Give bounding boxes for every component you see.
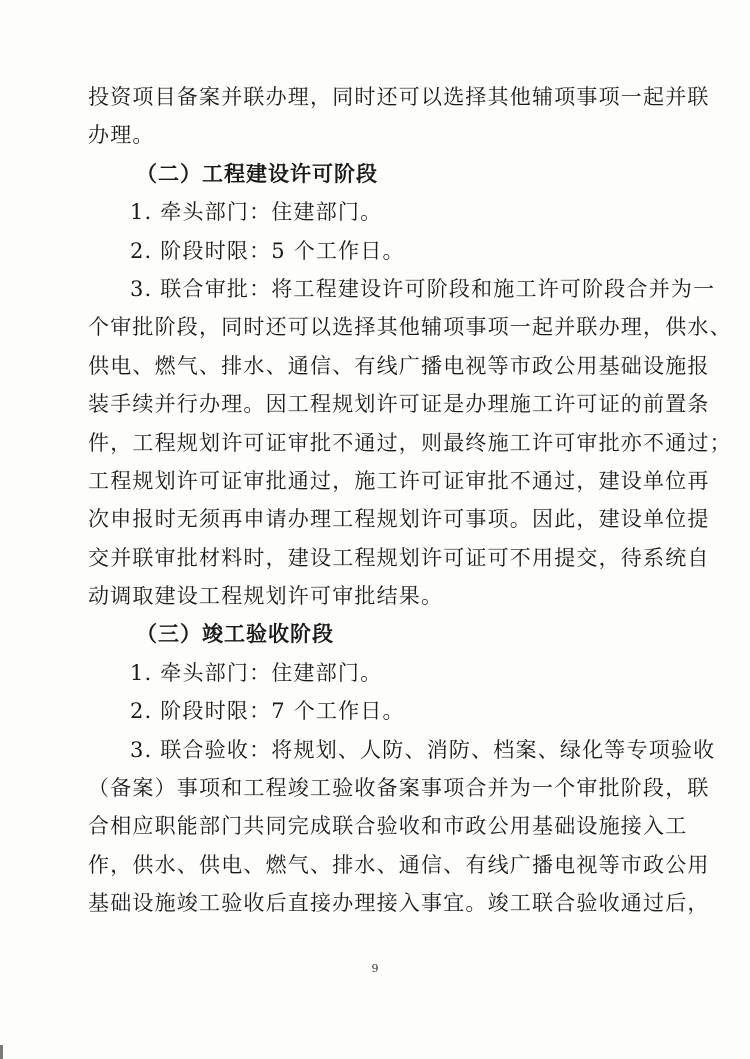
text-line: 办理。 [88,123,155,148]
page-number: 9 [371,962,379,975]
text-line: 3. 联合验收：将规划、人防、消防、档案、绿化等专项验收 [130,737,716,762]
text-line: 3. 联合审批：将工程建设许可阶段和施工许可阶段合并为一 [130,276,716,301]
section-heading-2: （二）工程建设许可阶段 [136,160,378,186]
text-line: 作，供水、供电、燃气、排水、通信、有线广播电视等市政公用 [88,852,710,877]
text-line: 供电、燃气、排水、通信、有线广播电视等市政公用基础设施报 [88,353,710,378]
text-line: 工程规划许可证审批通过，施工许可证审批不通过，建设单位再 [88,468,710,493]
text-line: （备案）事项和工程竣工验收备案事项合并为一个审批阶段，联 [88,776,710,801]
text-line: 次申报时无须再申请办理工程规划许可事项。因此，建设单位提 [88,507,710,532]
text-line: 1. 牵头部门：住建部门。 [130,200,383,225]
document-body [88,78,732,923]
text-line: 动调取建设工程规划许可审批结果。 [88,584,444,609]
text-line: 1. 牵头部门：住建部门。 [130,660,383,685]
text-line: 2. 阶段时限：5 个工作日。 [130,238,405,263]
text-line: 个审批阶段，同时还可以选择其他辅项事项一起并联办理，供水、 [88,315,732,340]
section-heading-3: （三）竣工验收阶段 [136,621,334,647]
scan-edge-mark [0,1045,3,1059]
text-line: 合相应职能部门共同完成联合验收和市政公用基础设施接入工 [88,814,688,839]
text-line: 基础设施竣工验收后直接办理接入事宜。竣工联合验收通过后， [88,891,710,916]
text-line: 投资项目备案并联办理，同时还可以选择其他辅项事项一起并联 [88,85,710,109]
text-line: 2. 阶段时限：7 个工作日。 [130,699,405,724]
text-line: 件，工程规划许可证审批不通过，则最终施工许可审批亦不通过； [88,430,732,455]
text-line: 交并联审批材料时，建设工程规划许可证可不用提交，待系统自 [88,545,710,570]
text-line: 装手续并行办理。因工程规划许可证是办理施工许可证的前置条 [88,392,710,417]
